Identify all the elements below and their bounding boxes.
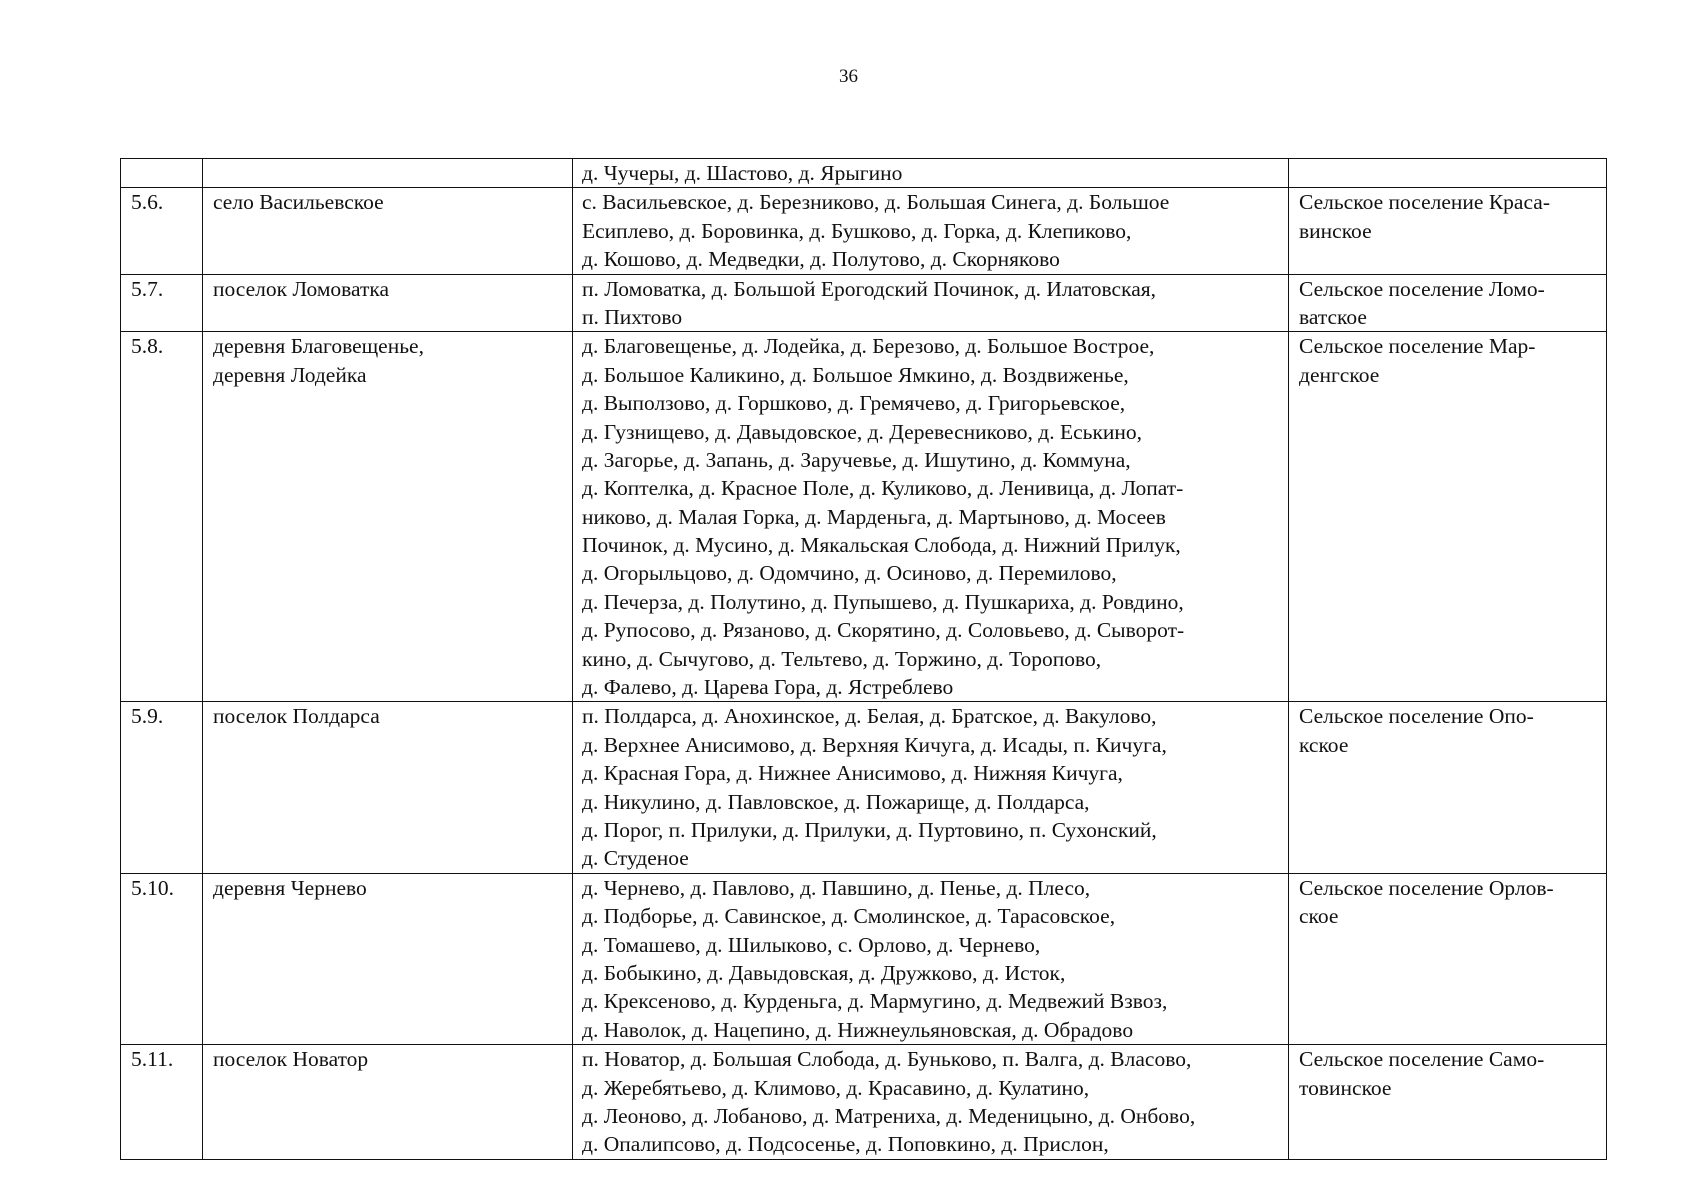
table-row: [121, 873, 1607, 1044]
settlement-cell: [203, 188, 573, 274]
settlement-cell: [203, 274, 573, 332]
municipality-cell: [1289, 274, 1607, 332]
settlement-line: деревня Лодейка: [213, 362, 367, 387]
villages-line: д. Гузнищево, д. Давыдовское, д. Деревесниково, д. Еськино,: [582, 419, 1143, 444]
villages-line: д. Чучеры, д. Шастово, д. Ярыгино: [582, 161, 903, 185]
municipality-line: Сельское поселение Орлов-: [1299, 875, 1554, 900]
municipality-cell: [1289, 332, 1607, 702]
villages-line: д. Верхнее Анисимово, д. Верхняя Кичуга, д. Исады, п. Кичуга,: [582, 732, 1167, 757]
municipality-line: товинское: [1299, 1075, 1392, 1100]
row-number: [131, 159, 194, 187]
villages-line: д. Подборье, д. Савинское, д. Смолинское, д. Тарасовское,: [582, 904, 1116, 929]
municipality-line: Сельское поселение Краса-: [1299, 190, 1550, 215]
villages-line: п. Ломоватка, д. Большой Ерогодский Починок, д. Илатовская,: [582, 276, 1157, 301]
municipality-line: ватское: [1299, 304, 1367, 329]
settlements-table: [120, 158, 1607, 1160]
villages-cell: [573, 159, 1289, 188]
villages-line: д. Рупосово, д. Рязаново, д. Скорятино, д. Соловьево, д. Сыворот-: [582, 618, 1185, 643]
villages-line: д. Фалево, д. Царева Гора, д. Ястреблево: [582, 675, 954, 700]
villages-line: д. Жеребятьево, д. Климово, д. Красавино, д. Кулатино,: [582, 1075, 1090, 1100]
row-number-cell: [121, 702, 203, 873]
row-number-cell: [121, 188, 203, 274]
table-row: [121, 274, 1607, 332]
villages-line: с. Васильевское, д. Березниково, д. Большая Синега, д. Большое: [582, 190, 1170, 215]
villages-cell: [573, 1045, 1289, 1160]
row-number-cell: [121, 332, 203, 702]
table-body: [121, 159, 1607, 1160]
table-row: [121, 1045, 1607, 1160]
row-number: 5.10.: [131, 875, 174, 900]
municipality-line: Сельское поселение Ломо-: [1299, 276, 1545, 301]
villages-line: д. Благовещенье, д. Лодейка, д. Березово, д. Большое Вострое,: [582, 334, 1155, 359]
settlement-line: поселок Новатор: [213, 1047, 369, 1072]
villages-line: д. Леоново, д. Лобаново, д. Матрениха, д. Меденицыно, д. Онбово,: [582, 1103, 1196, 1128]
municipality-line: кское: [1299, 732, 1349, 757]
table-row: [121, 702, 1607, 873]
settlement-line: деревня Чернево: [213, 875, 367, 900]
villages-line: д. Кошово, д. Медведки, д. Полутово, д. Скорняково: [582, 247, 1060, 272]
table-row: [121, 188, 1607, 274]
villages-cell: [573, 274, 1289, 332]
villages-line: п. Полдарса, д. Анохинское, д. Белая, д. Братское, д. Вакулово,: [582, 704, 1157, 729]
villages-line: д. Выползово, д. Горшково, д. Гремячево, д. Григорьевское,: [582, 391, 1126, 416]
villages-line: д. Красная Гора, д. Нижнее Анисимово, д. Нижняя Кичуга,: [582, 761, 1123, 786]
municipality-line: Сельское поселение Опо-: [1299, 704, 1534, 729]
settlement-line: поселок Ломоватка: [213, 276, 390, 301]
municipality-cell: [1289, 188, 1607, 274]
municipality-line: винское: [1299, 218, 1372, 243]
villages-line: д. Томашево, д. Шилыково, с. Орлово, д. Чернево,: [582, 932, 1041, 957]
municipality-line: Сельское поселение Мар-: [1299, 334, 1536, 359]
villages-line: д. Большое Каликино, д. Большое Ямкино, д. Воздвиженье,: [582, 362, 1129, 387]
villages-line: никово, д. Малая Горка, д. Марденьга, д. Мартыново, д. Мосеев: [582, 504, 1166, 529]
row-number: 5.7.: [131, 276, 164, 301]
villages-line: д. Порог, п. Прилуки, д. Прилуки, д. Пуртовино, п. Сухонский,: [582, 817, 1157, 842]
villages-line: д. Загорье, д. Запань, д. Заручевье, д. Ишутино, д. Коммуна,: [582, 447, 1131, 472]
row-number-cell: [121, 1045, 203, 1160]
table-row: [121, 159, 1607, 188]
row-number: 5.9.: [131, 704, 164, 729]
settlement-cell: [203, 159, 573, 188]
settlement-cell: [203, 873, 573, 1044]
villages-line: Есиплево, д. Боровинка, д. Бушково, д. Горка, д. Клепиково,: [582, 218, 1132, 243]
villages-line: д. Студеное: [582, 846, 689, 871]
villages-line: п. Новатор, д. Большая Слобода, д. Буньково, п. Валга, д. Власово,: [582, 1047, 1192, 1072]
villages-line: д. Крексеново, д. Курденьга, д. Мармугино, д. Медвежий Взвоз,: [582, 989, 1168, 1014]
settlement-line: село Васильевское: [213, 190, 384, 215]
villages-line: д. Коптелка, д. Красное Поле, д. Куликово, д. Ленивица, д. Лопат-: [582, 476, 1184, 501]
villages-line: д. Наволок, д. Нацепино, д. Нижнеульяновская, д. Обрадово: [582, 1017, 1134, 1042]
villages-line: д. Опалипсово, д. Подсосенье, д. Поповкино, д. Прислон,: [582, 1132, 1109, 1157]
row-number: 5.11.: [131, 1047, 174, 1072]
row-number-cell: [121, 274, 203, 332]
villages-line: д. Чернево, д. Павлово, д. Павшино, д. Пенье, д. Плесо,: [582, 875, 1091, 900]
villages-cell: [573, 702, 1289, 873]
table-row: [121, 332, 1607, 702]
settlement-line: деревня Благовещенье,: [213, 334, 424, 359]
municipality-line: ское: [1299, 904, 1339, 929]
row-number-cell: [121, 873, 203, 1044]
villages-line: д. Бобыкино, д. Давыдовская, д. Дружково, д. Исток,: [582, 960, 1066, 985]
villages-line: д. Никулино, д. Павловское, д. Пожарище, д. Полдарса,: [582, 789, 1090, 814]
municipality-line: Сельское поселение Само-: [1299, 1047, 1545, 1072]
villages-cell: [573, 332, 1289, 702]
settlement-cell: [203, 702, 573, 873]
municipality-cell: [1289, 159, 1607, 188]
municipality-line: денгское: [1299, 362, 1380, 387]
municipality-cell: [1289, 1045, 1607, 1160]
settlement-line: поселок Полдарса: [213, 704, 380, 729]
villages-line: д. Печерза, д. Полутино, д. Пупышево, д. Пушкариха, д. Ровдино,: [582, 589, 1184, 614]
municipality-cell: [1289, 702, 1607, 873]
villages-line: п. Пихтово: [582, 304, 683, 329]
row-number-cell: [121, 159, 203, 188]
villages-line: Починок, д. Мусино, д. Мякальская Слобода, д. Нижний Прилук,: [582, 533, 1181, 558]
villages-cell: [573, 188, 1289, 274]
villages-cell: [573, 873, 1289, 1044]
settlement-cell: [203, 1045, 573, 1160]
row-number: 5.8.: [131, 334, 164, 359]
villages-line: кино, д. Сычугово, д. Тельтево, д. Торжино, д. Торопово,: [582, 646, 1102, 671]
row-number: 5.6.: [131, 190, 164, 215]
settlement-cell: [203, 332, 573, 702]
villages-line: д. Огорыльцово, д. Одомчино, д. Осиново, д. Перемилово,: [582, 561, 1117, 586]
page-number: 36: [839, 66, 858, 87]
municipality-cell: [1289, 873, 1607, 1044]
